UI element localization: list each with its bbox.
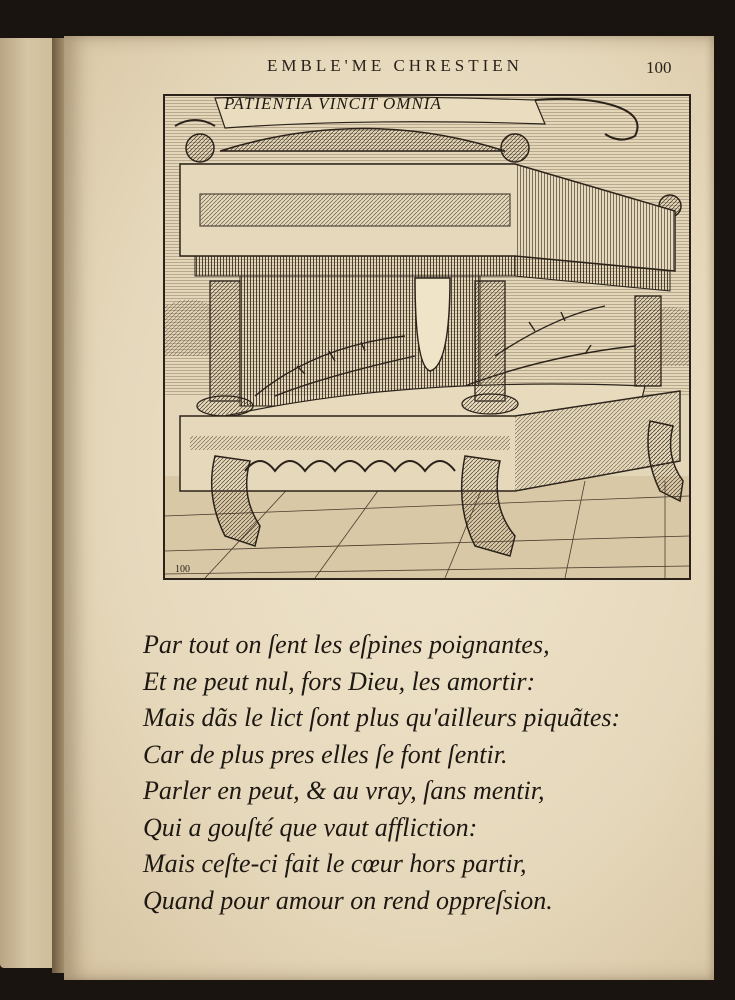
poem-line: Par tout on ſent les eſpines poignantes, <box>143 630 550 659</box>
poem-line: Mais dãs le lict ſont plus qu'ailleurs piquãtes: <box>143 703 621 732</box>
emblem-motto: PATIENTIA VINCIT OMNIA <box>224 94 442 113</box>
poem-line: Quand pour amour on rend oppreſsion. <box>143 885 553 915</box>
poem-line: Parler en peut, & au vray, ſans mentir, <box>143 776 545 805</box>
poem-line: Et ne peut nul, fors Dieu, les amortir: <box>143 666 536 696</box>
poem-line: Mais ceſte-ci fait le cœur hors partir, <box>143 849 527 878</box>
page-number: 100 <box>646 58 672 77</box>
poem-line: Qui a gouſté que vaut affliction: <box>143 812 478 842</box>
bed-of-thorns-illustration <box>165 96 689 578</box>
poem-line: Car de plus pres elles ſe font ſentir. <box>143 739 508 769</box>
running-header: EMBLE'ME CHRESTIEN <box>267 56 523 75</box>
plate-number: 100 <box>175 564 190 575</box>
emblem-engraving <box>163 94 691 580</box>
poem-stanza <box>143 627 673 919</box>
